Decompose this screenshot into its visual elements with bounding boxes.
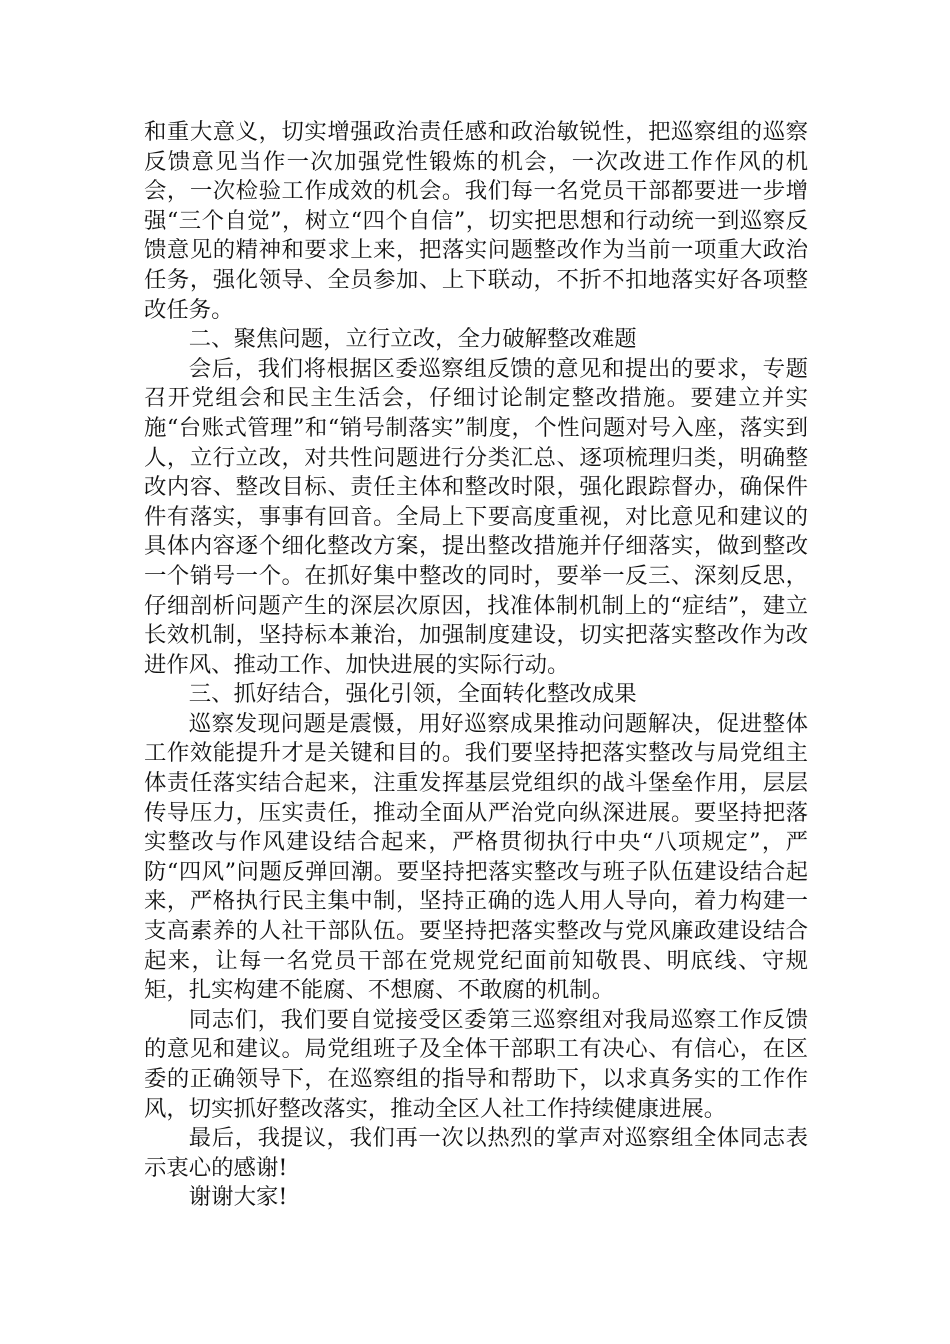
paragraph-rectification-measures: 会后，我们将根据区委巡察组反馈的意见和提出的要求，专题召开党组会和民主生活会，仔细讨论制定整改措施。要建立并实施“台账式管理”和“销号制落实”制度，个性问题对号入座，落实到人，立行立改，对共性问题进行分类汇总、逐项梳理归类，明确整改内容、整改目标、责任主体和整改时限，强化跟踪督办，确保件件有落实，事事有回音。全局上下要高度重视，对比意见和建议的具体内容逐个细化整改方案，提出整改措施并仔细落实，做到整改一个销号一个。在抓好集中整改的同时，要举一反三、深刻反思，仔细剖析问题产生的深层次原因，找准体制机制上的“症结”，建立长效机制，坚持标本兼治，加强制度建设，切实把落实整改作为改进作风、推动工作、加快进展的实际行动。 [144, 355, 808, 678]
section-heading-2: 二、聚焦问题，立行立改，全力破解整改难题 [188, 326, 637, 353]
paragraph-integration: 巡察发现问题是震慑，用好巡察成果推动问题解决，促进整体工作效能提升才是关键和目的。我们要坚持把落实整改与局党组主体责任落实结合起来，注重发挥基层党组织的战斗堡垒作用，层层传导压力，压实责任，推动全面从严治党向纵深进展。要坚持把落实整改与作风建设结合起来，严格贯彻执行中央“八项规定”，严防“四风”问题反弹回潮。要坚持把落实整改与班子队伍建设结合起来，严格执行民主集中制，坚持正确的选人用人导向，着力构建一支高素养的人社干部队伍。要坚持把落实整改与党风廉政建设结合起来，让每一名党员干部在党规党纪面前知敬畏、明底线、守规矩，扎实构建不能腐、不想腐、不敢腐的机制。 [144, 710, 808, 1004]
section-heading-3: 三、抓好结合，强化引领，全面转化整改成果 [188, 681, 637, 708]
document-body [144, 118, 808, 1213]
paragraph-closing-thanks: 最后，我提议，我们再一次以热烈的掌声对巡察组全体同志表示衷心的感谢! [144, 1125, 808, 1181]
paragraph-continuation: 和重大意义，切实增强政治责任感和政治敏锐性，把巡察组的巡察反馈意见当作一次加强党性锻炼的机会，一次改进工作作风的机会，一次检验工作成效的机会。我们每一名党员干部都要进一步增强“三个自觉”，树立“四个自信”，切实把思想和行动统一到巡察反馈意见的精神和要求上来，把落实问题整改作为当前一项重大政治任务，强化领导、全员参加、上下联动，不折不扣地落实好各项整改任务。 [144, 119, 808, 323]
paragraph-comrades: 同志们，我们要自觉接受区委第三巡察组对我局巡察工作反馈的意见和建议。局党组班子及全体干部职工有决心、有信心，在区委的正确领导下，在巡察组的指导和帮助下，以求真务实的工作作风，切实抓好整改落实，推动全区人社工作持续健康进展。 [144, 1006, 808, 1122]
paragraph-thank-you: 谢谢大家! [188, 1184, 288, 1211]
